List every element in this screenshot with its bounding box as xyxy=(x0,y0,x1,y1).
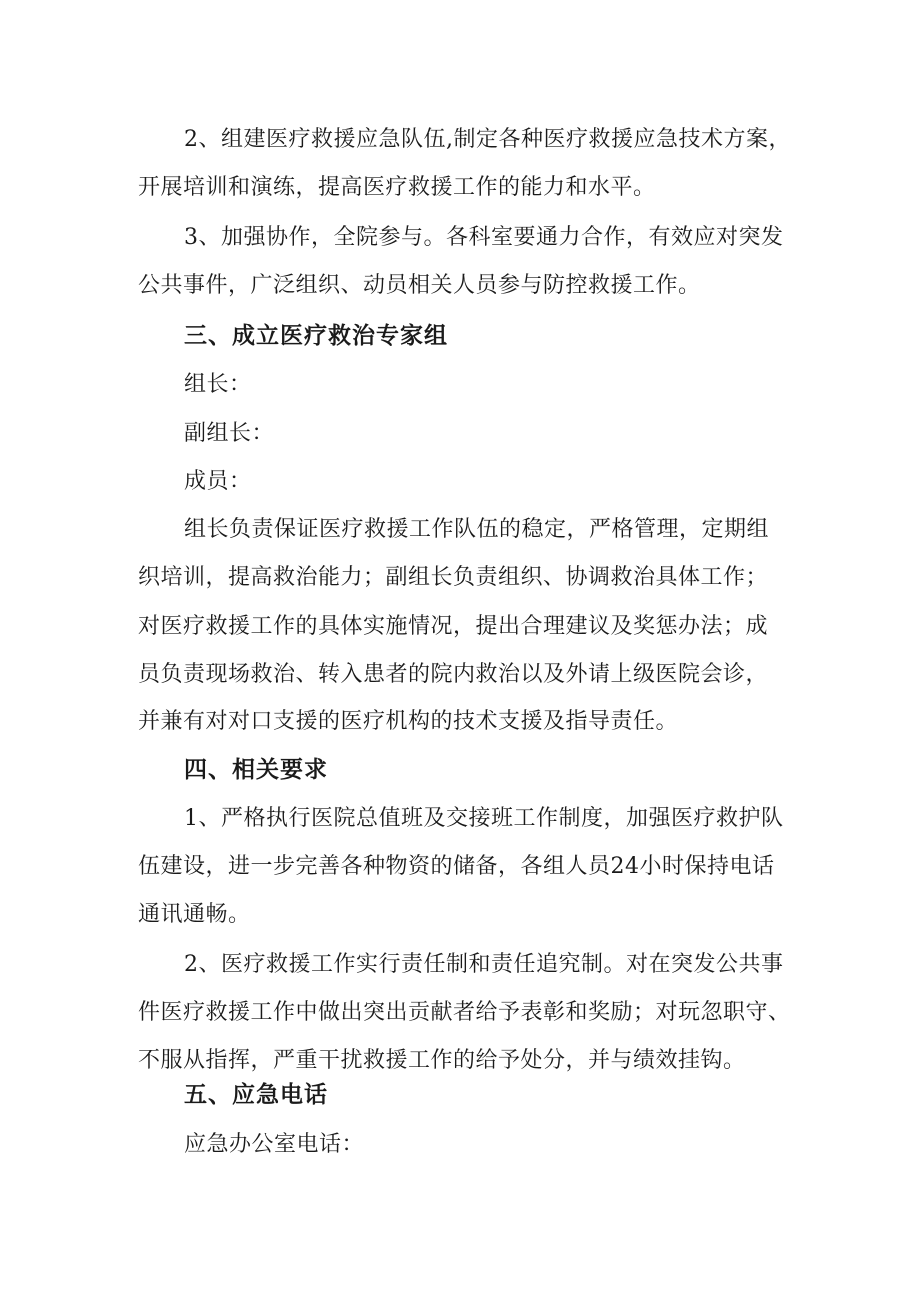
paragraph-duty-system-line-3: 通讯通畅。 xyxy=(138,902,251,927)
paragraph-duty-system-line-2: 伍建设，进一步完善各种物资的储备，各组人员24小时保持电话 xyxy=(138,854,775,879)
paragraph-team-line-1: 2、组建医疗救援应急队伍,制定各种医疗救援应急技术方案， xyxy=(184,127,791,152)
paragraph-duties-line-1: 组长负责保证医疗救援工作队伍的稳定，严格管理，定期组 xyxy=(184,517,770,542)
paragraph-responsibility-line-2: 件医疗救援工作中做出突出贡献者给予表彰和奖励；对玩忽职守、 xyxy=(138,1000,791,1025)
section-heading-emergency-phone: 五、应急电话 xyxy=(184,1082,328,1108)
vice-leader-label: 副组长： xyxy=(184,421,275,446)
paragraph-responsibility-line-1: 2、医疗救援工作实行责任制和责任追究制。对在突发公共事 xyxy=(184,952,784,977)
paragraph-duty-system-line-1: 1、严格执行医院总值班及交接班工作制度，加强医疗救护队 xyxy=(184,806,784,831)
paragraph-responsibility-line-3: 不服从指挥，严重干扰救援工作的给予处分，并与绩效挂钩。 xyxy=(138,1048,746,1073)
section-heading-expert-group: 三、成立医疗救治专家组 xyxy=(184,323,448,349)
paragraph-duties-line-4: 员负责现场救治、转入患者的院内救治以及外请上级医院会诊， xyxy=(138,662,769,687)
paragraph-team-line-2: 开展培训和演练，提高医疗救援工作的能力和水平。 xyxy=(138,175,656,200)
members-label: 成员： xyxy=(184,469,252,494)
emergency-office-phone-label: 应急办公室电话： xyxy=(184,1132,365,1157)
paragraph-cooperation-line-1: 3、加强协作，全院参与。各科室要通力合作，有效应对突发 xyxy=(184,225,784,250)
paragraph-cooperation-line-2: 公共事件，广泛组织、动员相关人员参与防控救援工作。 xyxy=(138,273,701,298)
section-heading-requirements: 四、相关要求 xyxy=(184,757,328,783)
paragraph-duties-line-3: 对医疗救援工作的具体实施情况，提出合理建议及奖惩办法；成 xyxy=(138,614,769,639)
paragraph-duties-line-5: 并兼有对对口支援的医疗机构的技术支援及指导责任。 xyxy=(138,709,679,734)
leader-label: 组长： xyxy=(184,372,252,397)
paragraph-duties-line-2: 织培训，提高救治能力；副组长负责组织、协调救治具体工作； xyxy=(138,565,769,590)
